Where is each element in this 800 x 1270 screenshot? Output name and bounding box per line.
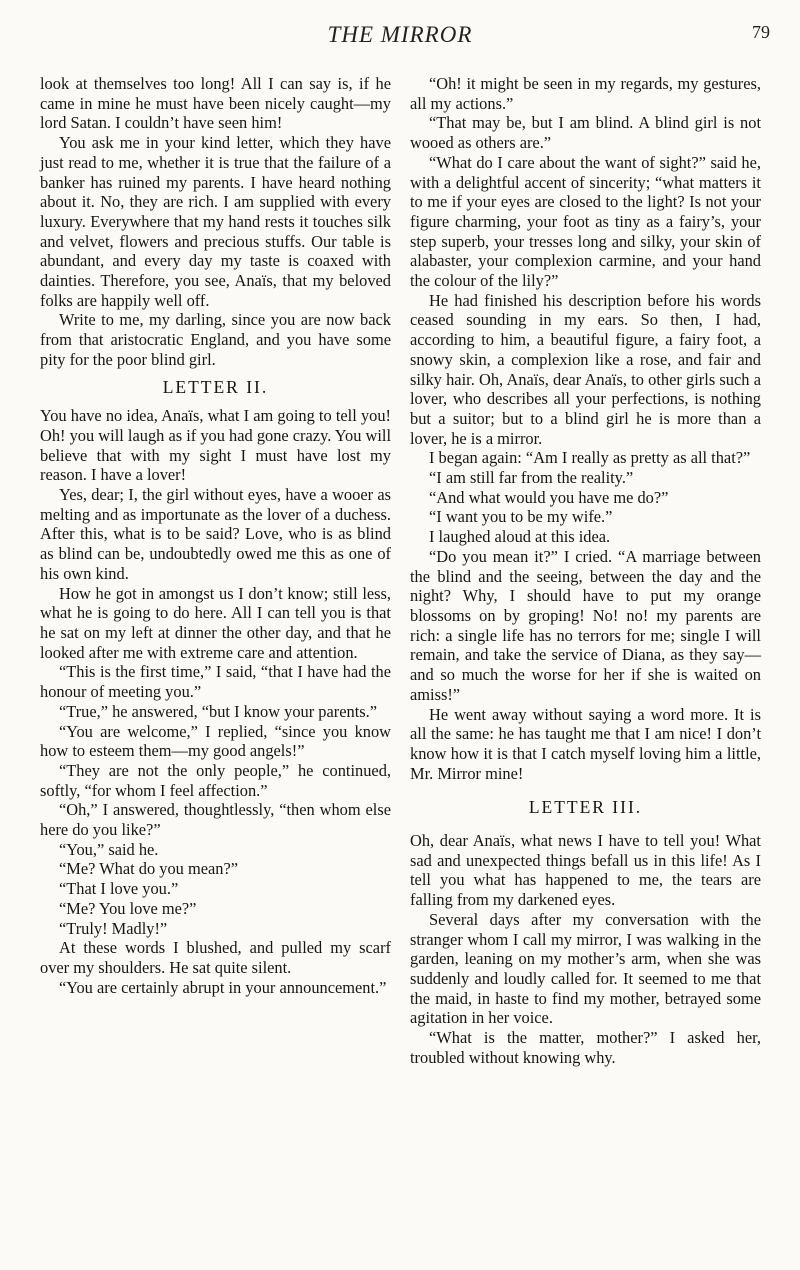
page-number: 79 [752, 22, 770, 42]
paragraph: “This is the first time,” I said, “that I have had the honour of meeting you.” [40, 662, 391, 702]
paragraph: “What is the matter, mother?” I asked her, troubled without knowing why. [410, 1028, 761, 1067]
paragraph: “That may be, but I am blind. A blind girl is not wooed as others are.” [410, 113, 761, 153]
paragraph: How he got in amongst us I don’t know; still less, what he is going to do here. All I can tell you is that he sat on my left at dinner the other day, and that he looked after me with extreme care and attention. [40, 583, 391, 662]
letter-heading: LETTER III. [528, 797, 643, 818]
paragraph: Write to me, my darling, since you are now back from that aristocratic England, and you have some pity for the poor blind girl. [40, 310, 391, 369]
paragraph: “Oh! it might be seen in my regards, my gestures, all my actions.” [410, 74, 761, 113]
paragraph: “Me? You love me?” [59, 898, 197, 918]
paragraph: “I want you to be my wife.” [429, 507, 613, 527]
paragraph: He had finished his description before his words ceased sounding in my ears. So then, I had, according to him, a beautiful figure, a fairy foot, a snowy skin, a complexion like a rose, and fair and silky hair. Oh, Anaïs, dear Anaïs, to other girls such a lover, who describes all your perfections, is nothing but a suitor; but to a blind girl he is more than a lover, he is a mirror. [410, 290, 761, 448]
paragraph: Several days after my conversation with the stranger whom I call my mirror, I was walking in the garden, leaning on my mother’s arm, when she was suddenly and loudly called for. It seemed to me that the maid, in haste to find my mother, betrayed some agitation in her voice. [410, 909, 761, 1028]
paragraph: “You,” said he. [59, 839, 159, 859]
paragraph: Yes, dear; I, the girl without eyes, have a wooer as melting and as importunate as the lover of a duchess. After this, what is to be said? Love, who is as blind as blind can be, undoubtedly owed me this as one of his own kind. [40, 485, 391, 583]
paragraph: You have no idea, Anaïs, what I am going to tell you! Oh! you will laugh as if you had gone crazy. You will believe that with my sight I must have lost my reason. I have a lover! [40, 406, 391, 485]
paragraph: “And what would you have me do?” [429, 487, 669, 507]
left-column [40, 74, 391, 997]
paragraph: look at themselves too long! All I can say is, if he came in mine he must have been nicely caught—my lord Satan. I couldn’t have seen him! [40, 74, 391, 133]
paragraph: “Truly! Madly!” [59, 918, 168, 938]
paragraph: I laughed aloud at this idea. [429, 527, 611, 547]
paragraph: “What do I care about the want of sight?” said he, with a delightful accent of sincerity; “what matters it to me if your eyes are closed to the light? Is not your figure charming, your foot as tiny as a fairy’s, your step superb, your tresses long and silky, your skin of alabaster, your complexion carmine, and your hand the colour of the lily?” [410, 152, 761, 291]
paragraph: “Do you mean it?” I cried. “A marriage between the blind and the seeing, between the day and the night? Why, I should have to put my orange blossoms on by groping! No! no! my parents are rich: a single life has no terrors for me; single I will remain, and take the service of Diana, as they say—and so much the worse for her if she is waited on amiss!” [410, 546, 761, 704]
paragraph: Oh, dear Anaïs, what news I have to tell you! What sad and unexpected things befall us in this life! As I tell you what has happened to me, the tears are falling from my darkened eyes. [410, 831, 761, 910]
paragraph: You ask me in your kind letter, which they have just read to me, whether it is true that the failure of a banker has ruined my parents. I have heard nothing about it. No, they are rich. I am supplied with every luxury. Everywhere that my hand rests it touches silk and velvet, flowers and precious stuffs. Our table is abundant, and every day my taste is coaxed with dainties. Therefore, you see, Anaïs, that my beloved folks are happily well off. [40, 133, 391, 310]
paragraph: “You are welcome,” I replied, “since you know how to esteem them—my good angels!” [40, 721, 391, 761]
paragraph: “They are not the only people,” he continued, softly, “for whom I feel affection.” [40, 760, 391, 800]
paragraph: “True,” he answered, “but I know your parents.” [59, 701, 378, 721]
paragraph: “You are certainly abrupt in your announcement.” [59, 977, 387, 997]
paragraph: “That I love you.” [59, 879, 179, 899]
running-title: THE MIRROR [327, 22, 473, 47]
paragraph: I began again: “Am I really as pretty as all that?” [429, 448, 751, 468]
right-column [410, 74, 761, 1067]
paragraph: At these words I blushed, and pulled my scarf over my shoulders. He sat quite silent. [40, 938, 391, 977]
paragraph: “Oh,” I answered, thoughtlessly, “then whom else here do you like?” [40, 800, 391, 840]
letter-heading: LETTER II. [162, 376, 269, 397]
paragraph: “Me? What do you mean?” [59, 859, 239, 879]
paragraph: “I am still far from the reality.” [429, 468, 634, 488]
paragraph: He went away without saying a word more. It is all the same: he has taught me that I am nice! I don’t know how it is that I catch myself loving him a little, Mr. Mirror mine! [410, 704, 761, 783]
